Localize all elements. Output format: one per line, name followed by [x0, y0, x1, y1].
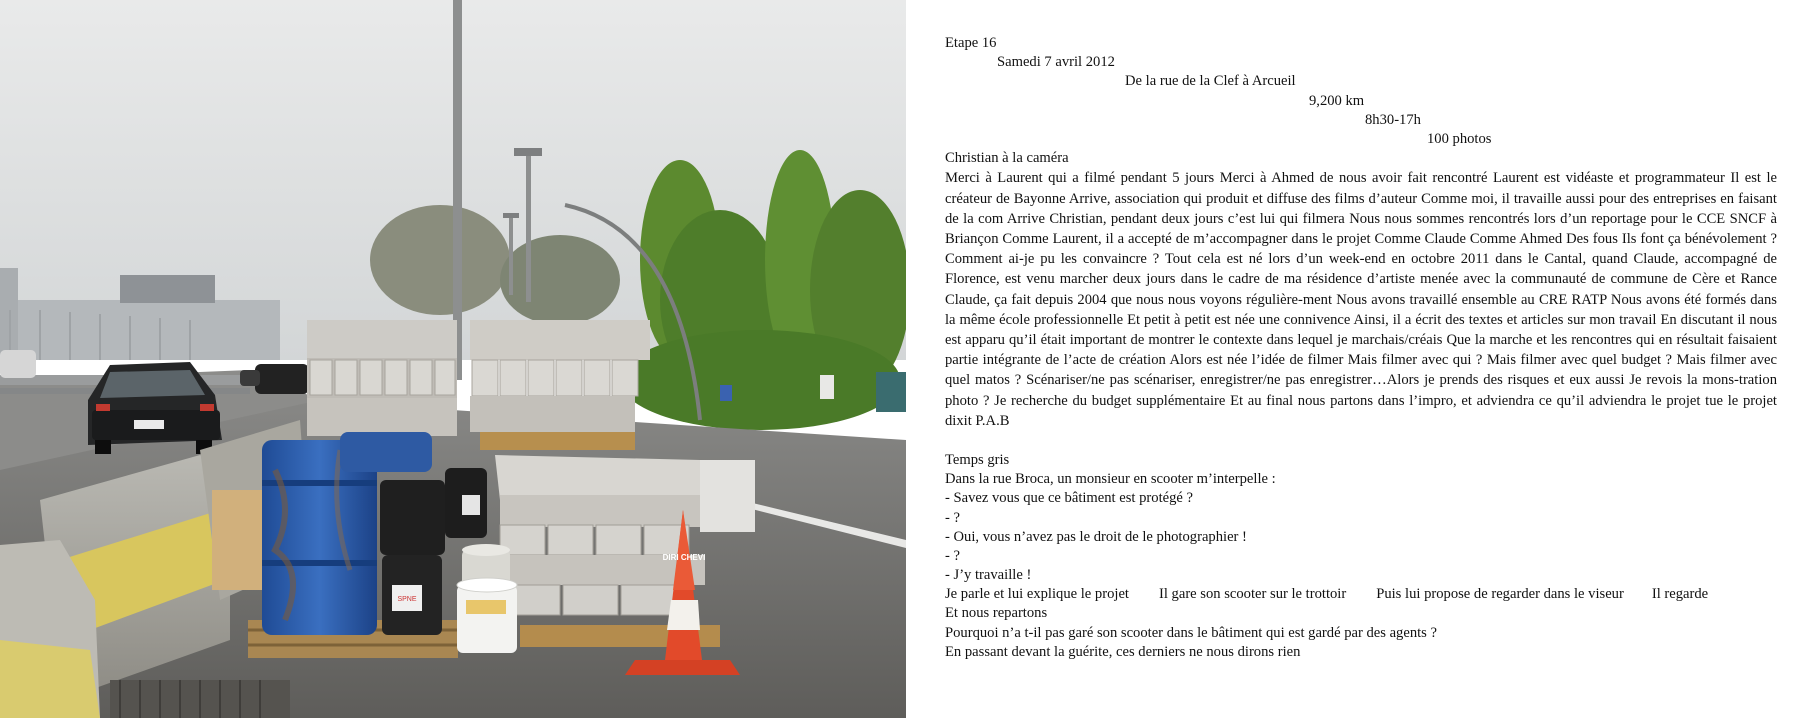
curb-stack-left — [307, 320, 457, 436]
time-line: 8h30-17h — [1365, 111, 1421, 128]
dialogue-line: - Oui, vous n’avez pas le droit de le photographier ! — [945, 528, 1247, 545]
dialogue-line: - ? — [945, 509, 960, 526]
after-line: Pourquoi n’a t-il pas garé son scooter dans le bâtiment qui est gardé par des agents ? — [945, 624, 1437, 641]
text-panel — [945, 34, 1777, 662]
roadside-construction-photo — [0, 0, 906, 718]
action-part: Puis lui propose de regarder dans le viseur — [1376, 586, 1624, 603]
main-paragraph: Merci à Laurent qui a filmé pendant 5 jours Merci à Ahmed de nous avoir fait rencontré Laurent est vidéaste et programmateur Il est le créateur de Bayonne Arrive, association qui produit et diffuse des films d’auteur Comme moi, il travaille aussi pour des entreprises en faisant de la com Arrive Christian, pendant deux jours c’est lui qui filmera Nous nous sommes rencontrés lors d’un reportage pour le CCE SNCF à Briançon Comme Laurent, il a accepté de m’accompagner dans le projet Comme Claude Comme Ahmed Des fous Ils font ça bénévolement ? Comment ai-je pu les convaincre ? Tout cela est né lors d’un week-end en octobre 2011 dans le Cantal, quand Claude, accompagné de Florence, est venu marcher deux jours dans le cadre de ma résidence d’artiste menée avec la communauté de commune de Cère et Rance Claude, ça fait depuis 2004 que nous nous voyons régulière-ment Nous avons travaillé ensemble au CRE RATP Nous avons été formés dans la même école professionnelle Et petit à petit est née une connivence Ainsi, il a écrit des textes et articles sur mon travail En discutant il nous est apparu qu’il était important de montrer le contexte dans lequel je marchais/créais Que la marche et les rencontres qui en résultait faisaient partie intégrante de l’acte de création Alors est née l’idée de filmer Mais filmer avec qui ? Mais filmer avec quel budget ? Mais filmer avec quel matos ? Scénariser/ne pas scénariser, enregistrer/ne pas enregistrer…Alors je prends des risques et eux aussi Je revois la mons-tration photo ? Je recherche du budget supplémentaire Et au final nous partons dans l’impro, et adviendra ce qu’il adviendra le projet tue le projet dixit P.A.B — [945, 170, 1777, 429]
action-part: Il gare son scooter sur le trottoir — [1158, 586, 1347, 603]
camera-line: Christian à la caméra — [945, 150, 1069, 167]
stage-label: Etape 16 — [945, 35, 997, 51]
cone-text: DIRI CHEVI — [662, 553, 706, 562]
dialogue-line: - ? — [945, 547, 960, 564]
photo-scene — [0, 0, 906, 718]
section-title: Temps gris — [945, 451, 1010, 468]
route-line: De la rue de la Clef à Arcueil — [1125, 73, 1296, 90]
action-line — [945, 585, 1777, 604]
curb-stack-right — [470, 320, 650, 450]
drum-label: SPNE — [397, 596, 417, 603]
section-intro: Dans la rue Broca, un monsieur en scooter m’interpelle : — [945, 471, 1276, 488]
action-part: Je parle et lui explique le projet — [945, 586, 1129, 603]
after-line: En passant devant la guérite, ces derniers ne nous dirons rien — [945, 643, 1301, 660]
photos-line: 100 photos — [1427, 130, 1492, 147]
date-line: Samedi 7 avril 2012 — [997, 54, 1115, 71]
action-part: Il regarde — [1651, 586, 1709, 603]
after-line: Et nous repartons — [945, 605, 1048, 622]
dialogue-line: - Savez vous que ce bâtiment est protégé ? — [945, 490, 1194, 507]
distance-line: 9,200 km — [1309, 92, 1365, 109]
dialogue-line: - J’y travaille ! — [945, 567, 1032, 584]
